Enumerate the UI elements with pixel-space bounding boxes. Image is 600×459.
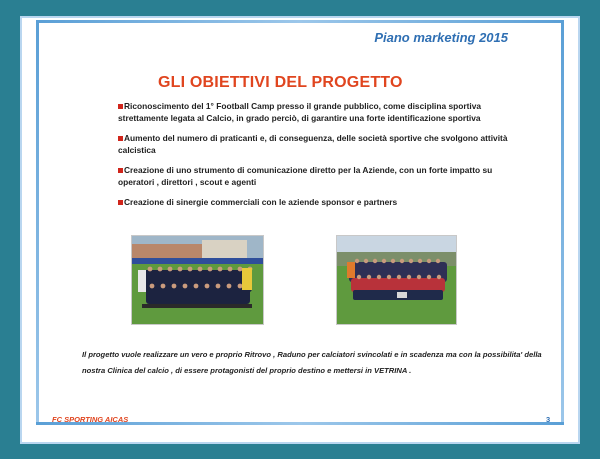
header-title: Piano marketing 2015	[374, 30, 508, 45]
objective-item	[118, 197, 508, 209]
page-number: 3	[546, 415, 551, 424]
objective-item	[118, 165, 508, 188]
bullet-icon	[118, 168, 123, 173]
footer-club-name: FC SPORTING AICAS	[52, 415, 129, 424]
frame-rule-top	[36, 20, 564, 23]
objective-text: Aumento del numero di praticanti e, di conseguenza, delle società sportive che svolgono attività calcistica	[118, 133, 508, 155]
bullet-icon	[118, 104, 123, 109]
frame-rule-right	[561, 20, 564, 425]
objective-item	[118, 133, 508, 156]
bullet-icon	[118, 200, 123, 205]
objective-text: Creazione di sinergie commerciali con le aziende sponsor e partners	[124, 197, 398, 207]
frame-rule-left	[36, 20, 39, 425]
page-title: GLI OBIETTIVI DEL PROGETTO	[158, 74, 403, 91]
objectives-list	[118, 101, 508, 218]
team-photo-2	[336, 235, 457, 325]
team-photo-1	[131, 235, 264, 325]
bullet-icon	[118, 136, 123, 141]
objective-text: Riconoscimento del 1° Football Camp presso il grande pubblico, come disciplina sportiva strettamente legata al Calcio, in grado perciò, di garantire una forte identificazione sportiva	[118, 101, 482, 123]
objective-text: Creazione di uno strumento di comunicazione diretto per la Aziende, con un forte impatto su operatori , direttori , scout e agenti	[118, 165, 493, 187]
objective-item	[118, 101, 508, 124]
project-summary: Il progetto vuole realizzare un vero e proprio Ritrovo , Raduno per calciatori svincolati e in scadenza ma con la possibilita' della nostra Clinica del calcio , di essere protagonisti del proprio destino e mettersi in VETRINA .	[82, 350, 542, 375]
